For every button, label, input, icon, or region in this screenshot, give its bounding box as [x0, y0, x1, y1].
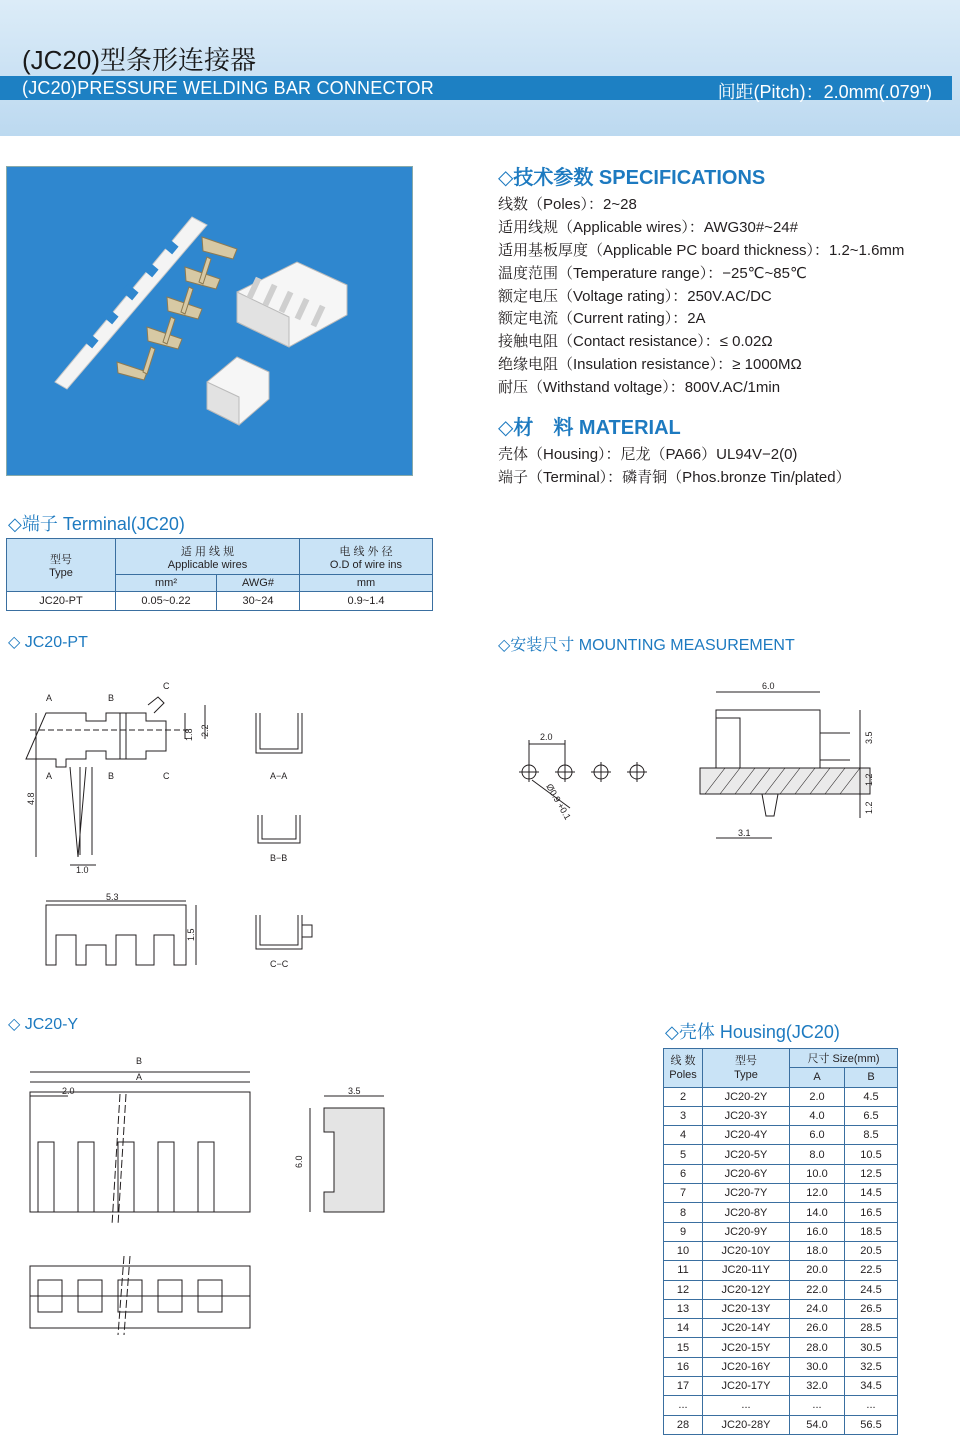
- table-row: JC20-PT 0.05~0.22 30~24 0.9~1.4: [7, 592, 433, 611]
- table-cell: 15: [664, 1338, 703, 1357]
- dim-5-3: 5.3: [106, 892, 119, 902]
- table-cell: JC20-10Y: [703, 1241, 790, 1260]
- table-cell: 34.5: [845, 1377, 898, 1396]
- table-cell: JC20-14Y: [703, 1319, 790, 1338]
- product-illustration: [7, 167, 412, 475]
- table-cell: JC20-17Y: [703, 1377, 790, 1396]
- table-cell: 30.0: [790, 1357, 845, 1376]
- table-cell: 32.5: [845, 1357, 898, 1376]
- label-section-bb: B−B: [270, 853, 288, 863]
- table-cell: 2.0: [790, 1087, 845, 1106]
- dim-3-5: 3.5: [864, 731, 874, 744]
- terminal-heading: ◇端子 Terminal(JC20): [8, 514, 185, 534]
- dim-4-8: 4.8: [26, 792, 36, 805]
- housing-col-poles: 线 数 Poles: [664, 1049, 703, 1088]
- housing-col-type: 型号 Type: [703, 1049, 790, 1088]
- table-cell: 6.5: [845, 1106, 898, 1125]
- label-c-bottom: C: [163, 771, 170, 781]
- label-dim-6-0: 6.0: [294, 1155, 304, 1168]
- label-c-top: C: [163, 681, 170, 691]
- label-dim-3-5: 3.5: [348, 1086, 361, 1096]
- table-cell: 22.0: [790, 1280, 845, 1299]
- table-cell: JC20-16Y: [703, 1357, 790, 1376]
- table-cell: 54.0: [790, 1415, 845, 1434]
- housing-col-size: 尺寸 Size(mm): [790, 1049, 898, 1068]
- table-cell: 22.5: [845, 1261, 898, 1280]
- table-row: [664, 1415, 898, 1434]
- table-cell: 26.5: [845, 1299, 898, 1318]
- table-row: [664, 1357, 898, 1376]
- table-cell: 24.0: [790, 1299, 845, 1318]
- table-cell: JC20-7Y: [703, 1184, 790, 1203]
- table-cell: 8.0: [790, 1145, 845, 1164]
- table-row: [664, 1164, 898, 1183]
- table-cell: 24.5: [845, 1280, 898, 1299]
- housing-table: [663, 1048, 898, 1435]
- table-row: [664, 1396, 898, 1415]
- table-cell: 16: [664, 1357, 703, 1376]
- table-row: [664, 1280, 898, 1299]
- table-row: [664, 1184, 898, 1203]
- label-a-top: A: [46, 693, 53, 703]
- terminal-unit-awg: AWG#: [217, 575, 300, 592]
- spec-voltage: 额定电压（Voltage rating）：250V.AC/DC: [498, 288, 772, 305]
- terminal-col-od: 电 线 外 径 O.D of wire ins: [300, 539, 433, 575]
- header-bar: [0, 76, 952, 100]
- table-cell: 4.0: [790, 1106, 845, 1125]
- table-row: [664, 1126, 898, 1145]
- table-cell: 14.5: [845, 1184, 898, 1203]
- table-cell: JC20-4Y: [703, 1126, 790, 1145]
- jc20y-drawing: [20, 1050, 400, 1340]
- table-cell: 20.0: [790, 1261, 845, 1280]
- dim-1-5: 1.5: [186, 928, 196, 941]
- table-cell: 9: [664, 1222, 703, 1241]
- table-cell: 20.5: [845, 1241, 898, 1260]
- spec-current: 额定电流（Current rating）：2A: [498, 310, 706, 327]
- material-heading: ◇材 料 MATERIAL: [498, 417, 681, 439]
- dim-1-2-lower: 1.2: [864, 801, 874, 814]
- label-dim-a: A: [136, 1072, 143, 1082]
- table-cell: 12: [664, 1280, 703, 1299]
- table-cell: JC20-9Y: [703, 1222, 790, 1241]
- housing-col-b: B: [845, 1068, 898, 1087]
- table-cell: 4: [664, 1126, 703, 1145]
- spec-board-thickness: 适用基板厚度（Applicable PC board thickness）：1.2~1.6mm: [498, 242, 905, 259]
- label-b-bottom: B: [108, 771, 115, 781]
- table-cell: 32.0: [790, 1377, 845, 1396]
- jc20pt-heading: ◇ JC20-PT: [8, 634, 88, 651]
- table-cell: JC20-6Y: [703, 1164, 790, 1183]
- table-row: [664, 1319, 898, 1338]
- spec-insulation-resistance: 绝缘电阻（Insulation resistance）：≥ 1000MΩ: [498, 356, 802, 373]
- table-cell: JC20-28Y: [703, 1415, 790, 1434]
- mounting-heading: ◇安装尺寸 MOUNTING MEASUREMENT: [498, 637, 795, 654]
- table-cell: 5: [664, 1145, 703, 1164]
- page-title: (JC20)型条形连接器: [22, 45, 257, 75]
- table-row: [664, 1299, 898, 1318]
- table-cell: 28.5: [845, 1319, 898, 1338]
- table-cell: 4.5: [845, 1087, 898, 1106]
- table-cell: 10.5: [845, 1145, 898, 1164]
- spec-withstand-voltage: 耐压（Withstand voltage）：800V.AC/1min: [498, 379, 781, 396]
- table-cell: 28: [664, 1415, 703, 1434]
- table-cell: JC20-2Y: [703, 1087, 790, 1106]
- table-cell: 10: [664, 1241, 703, 1260]
- table-row: [664, 1203, 898, 1222]
- table-cell: ...: [664, 1396, 703, 1415]
- table-cell: JC20-8Y: [703, 1203, 790, 1222]
- table-cell: ...: [703, 1396, 790, 1415]
- spec-temperature: 温度范围（Temperature range）：−25℃~85℃: [498, 265, 807, 282]
- table-cell: ...: [845, 1396, 898, 1415]
- dim-6-0: 6.0: [762, 681, 775, 691]
- terminal-col-wires: 适 用 线 规 Applicable wires: [116, 539, 300, 575]
- table-row: [664, 1377, 898, 1396]
- table-cell: 6.0: [790, 1126, 845, 1145]
- label-section-aa: A−A: [270, 771, 288, 781]
- label-a-bottom: A: [46, 771, 53, 781]
- table-cell: 12.5: [845, 1164, 898, 1183]
- table-row: [664, 1145, 898, 1164]
- table-row: [664, 1106, 898, 1125]
- table-cell: 12.0: [790, 1184, 845, 1203]
- spec-contact-resistance: 接触电阻（Contact resistance）：≤ 0.02Ω: [498, 333, 773, 350]
- dim-hole-diameter: Ø0.9 +0.1: [544, 782, 573, 822]
- table-cell: 14: [664, 1319, 703, 1338]
- dim-2-2: 2.2: [200, 724, 210, 737]
- table-cell: 7: [664, 1184, 703, 1203]
- material-terminal: 端子（Terminal）：磷青铜（Phos.bronze Tin/plated）: [498, 469, 851, 486]
- table-cell: 8.5: [845, 1126, 898, 1145]
- dim-3-1: 3.1: [738, 828, 751, 838]
- table-cell: 2: [664, 1087, 703, 1106]
- terminal-unit-mm: mm: [300, 575, 433, 592]
- table-row: [664, 1241, 898, 1260]
- label-dim-2-0: 2.0: [62, 1086, 75, 1096]
- housing-col-a: A: [790, 1068, 845, 1087]
- table-cell: 10.0: [790, 1164, 845, 1183]
- table-cell: JC20-13Y: [703, 1299, 790, 1318]
- table-cell: 16.5: [845, 1203, 898, 1222]
- table-cell: JC20-3Y: [703, 1106, 790, 1125]
- label-b-top: B: [108, 693, 115, 703]
- table-cell: 6: [664, 1164, 703, 1183]
- table-row: [664, 1261, 898, 1280]
- table-cell: 18.0: [790, 1241, 845, 1260]
- spec-wires: 适用线规（Applicable wires）：AWG30#~24#: [498, 219, 798, 236]
- table-row: [664, 1222, 898, 1241]
- pitch-label: 间距(Pitch)：2.0mm(.079"): [717, 82, 932, 102]
- jc20y-heading: ◇ JC20-Y: [8, 1016, 79, 1033]
- table-row: [664, 1338, 898, 1357]
- mounting-drawing: [510, 678, 890, 848]
- page-subtitle: (JC20)PRESSURE WELDING BAR CONNECTOR: [22, 78, 434, 98]
- table-cell: 30.5: [845, 1338, 898, 1357]
- dim-1-8: 1.8: [184, 728, 194, 741]
- table-cell: 3: [664, 1106, 703, 1125]
- specifications-heading: ◇技术参数 SPECIFICATIONS: [498, 167, 766, 189]
- table-cell: 56.5: [845, 1415, 898, 1434]
- product-photo: [6, 166, 413, 476]
- label-dim-b: B: [136, 1056, 143, 1066]
- dim-2-0: 2.0: [540, 732, 553, 742]
- table-cell: 13: [664, 1299, 703, 1318]
- dim-1-0: 1.0: [76, 865, 89, 875]
- spec-poles: 线数（Poles）：2~28: [498, 196, 637, 213]
- table-cell: JC20-11Y: [703, 1261, 790, 1280]
- table-cell: JC20-15Y: [703, 1338, 790, 1357]
- table-cell: 26.0: [790, 1319, 845, 1338]
- table-cell: JC20-5Y: [703, 1145, 790, 1164]
- table-cell: ...: [790, 1396, 845, 1415]
- table-cell: 17: [664, 1377, 703, 1396]
- table-cell: JC20-12Y: [703, 1280, 790, 1299]
- dim-1-2-upper: 1.2: [864, 773, 874, 786]
- label-section-cc: C−C: [270, 959, 289, 969]
- table-row: [664, 1087, 898, 1106]
- table-cell: 16.0: [790, 1222, 845, 1241]
- table-cell: 18.5: [845, 1222, 898, 1241]
- table-cell: 14.0: [790, 1203, 845, 1222]
- housing-heading: ◇壳体 Housing(JC20): [665, 1022, 840, 1042]
- terminal-unit-mm2: mm²: [116, 575, 217, 592]
- material-housing: 壳体（Housing）：尼龙（PA66）UL94V−2(0): [498, 446, 798, 463]
- table-cell: 11: [664, 1261, 703, 1280]
- terminal-table: [6, 538, 433, 611]
- table-cell: 28.0: [790, 1338, 845, 1357]
- jc20pt-drawing: [20, 675, 340, 975]
- table-cell: 8: [664, 1203, 703, 1222]
- terminal-col-type: 型号 Type: [7, 539, 116, 592]
